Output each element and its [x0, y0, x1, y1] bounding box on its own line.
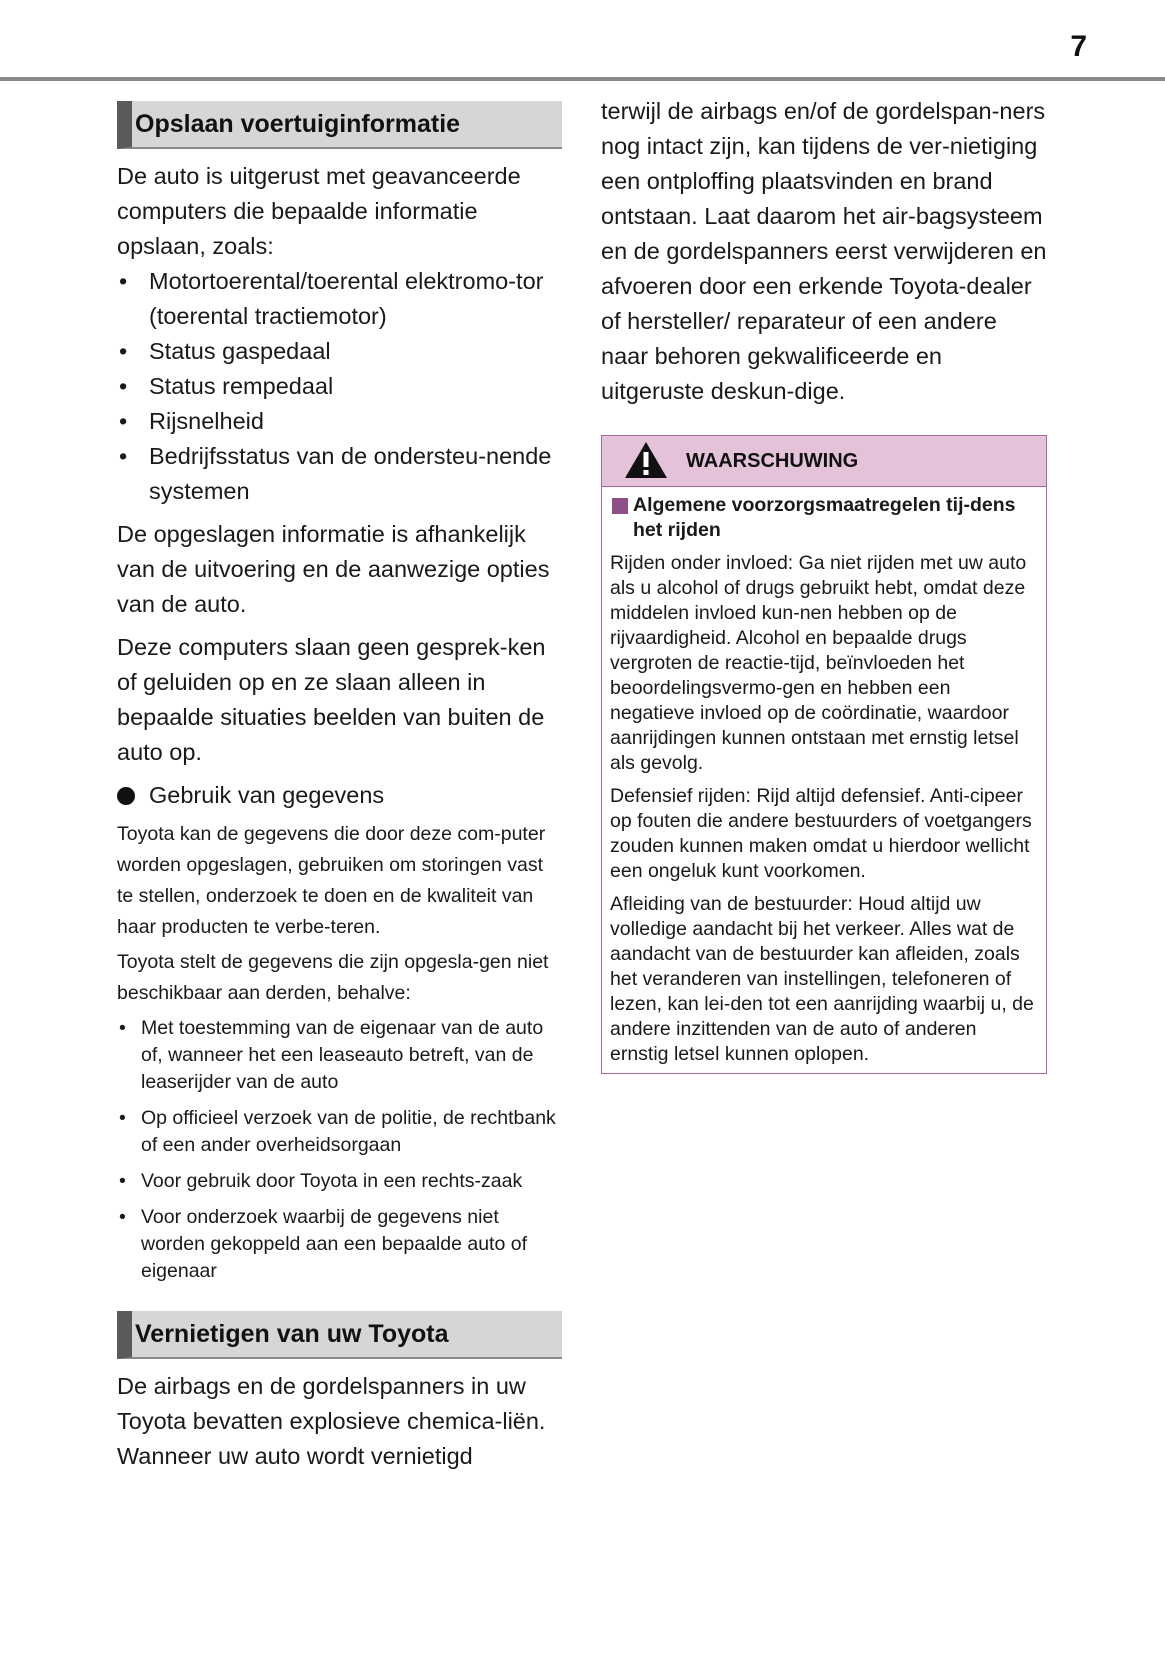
- intro-paragraph: De auto is uitgerust met geavanceerde computers die bepaalde informatie opslaan, zoals:: [117, 163, 521, 259]
- stored-info-list: [117, 264, 562, 509]
- warning-paragraph-distraction: Afleiding van de bestuurder: Houd altijd uw volledige aandacht bij het verkeer. Alles wat de aandacht van de bestuurder kan afleiden, zoals het veranderen van instellingen, telefoneren of lezen, kan lei-den tot een aanrijding waarbij u, de andere inzittenden van de auto of anderen ernstig letsel kunnen oplopen.: [610, 893, 1034, 1065]
- square-bullet-icon: [612, 498, 628, 514]
- section-heading-destroy: Vernietigen van uw Toyota: [117, 1311, 562, 1359]
- continuation-paragraph: terwijl de airbags en/of de gordelspan-ners nog intact zijn, kan tijdens de ver-nietiging een ontploffing plaatsvinden en brand ontstaan. Laat daarom het air-bagsysteem en de gordelspanners eerst verwijderen en afvoeren door een erkende Toyota-dealer of hersteller/ reparateur of een andere naar behoren gekwalificeerde en uitgeruste deskun-dige.: [601, 98, 1047, 404]
- right-column: [601, 94, 1047, 1074]
- warning-triangle-icon: [624, 441, 668, 479]
- data-use-subheading: [117, 778, 562, 813]
- list-item: • Rijsnelheid: [117, 404, 562, 439]
- paragraph-options: De opgeslagen informatie is afhankelijk van de uitvoering en de aanwezige opties van de auto.: [117, 521, 550, 617]
- list-item: • Voor onderzoek waarbij de gegevens niet worden gekoppeld aan een bepaalde auto of eigenaar: [117, 1204, 562, 1285]
- paragraph-recordings: Deze computers slaan geen gesprek-ken of geluiden op en ze slaan alleen in bepaalde situaties beelden van buiten de auto op.: [117, 634, 546, 765]
- list-item: • Voor gebruik door Toyota in een rechts-zaak: [117, 1168, 562, 1195]
- warning-header: [602, 436, 1046, 487]
- list-item: • Status gaspedaal: [117, 334, 562, 369]
- warning-title: WAARSCHUWING: [686, 450, 859, 472]
- list-item: • Met toestemming van de eigenaar van de auto of, wanneer het een leaseauto betreft, van de leaserijder van de auto: [117, 1015, 562, 1096]
- list-item: • Bedrijfsstatus van de ondersteu-nende systemen: [117, 439, 562, 509]
- header-rule: [0, 77, 1165, 81]
- warning-paragraph-defensive: Defensief rijden: Rijd altijd defensief. Anti-cipeer op fouten die andere bestuurders of voetgangers zouden kunnen maken omdat u hierdoor wellicht een ongeluk kunt voorkomen.: [610, 785, 1032, 882]
- list-item: • Op officieel verzoek van de politie, de rechtbank of een ander overheidsorgaan: [117, 1105, 562, 1159]
- page-number: 7: [1070, 30, 1087, 63]
- exceptions-list: [117, 1015, 562, 1285]
- warning-subheading: [610, 493, 1036, 543]
- warning-paragraph-influence: Rijden onder invloed: Ga niet rijden met uw auto als u alcohol of drugs gebruikt hebt, omdat deze middelen invloed kun-nen hebben op de rijvaardigheid. Alcohol en bepaalde drugs vergroten de reactie-tijd, beïnvloeden het beoordelingsvermo-gen en hebben een negatieve invloed op de coördinatie, waardoor aanrijdingen kunnen ontstaan met ernstig letsel als gevolg.: [610, 552, 1027, 774]
- bullet-dot-icon: [117, 787, 135, 805]
- warning-body: [602, 487, 1046, 1073]
- subheading-text: Gebruik van gegevens: [149, 782, 385, 808]
- list-item: • Status rempedaal: [117, 369, 562, 404]
- data-sharing-paragraph: Toyota stelt de gegevens die zijn opgesla-gen niet beschikbaar aan derden, behalve:: [117, 951, 549, 1004]
- destroy-paragraph: De airbags en de gordelspanners in uw Toyota bevatten explosieve chemica-liën. Wanneer uw auto wordt vernietigd: [117, 1373, 546, 1469]
- list-item: • Motortoerental/toerental elektromo-tor (toerental tractiemotor): [117, 264, 562, 334]
- warning-subheading-text: Algemene voorzorgsmaatregelen tij-dens het rijden: [633, 494, 1016, 541]
- data-use-paragraph: Toyota kan de gegevens die door deze com-puter worden opgeslagen, gebruiken om storingen vast te stellen, onderzoek te doen en de kwaliteit van haar producten te verbe-teren.: [117, 823, 546, 938]
- warning-box: [601, 435, 1047, 1074]
- section-heading-vehicle-info: Opslaan voertuiginformatie: [117, 101, 562, 149]
- left-column: [117, 101, 562, 1474]
